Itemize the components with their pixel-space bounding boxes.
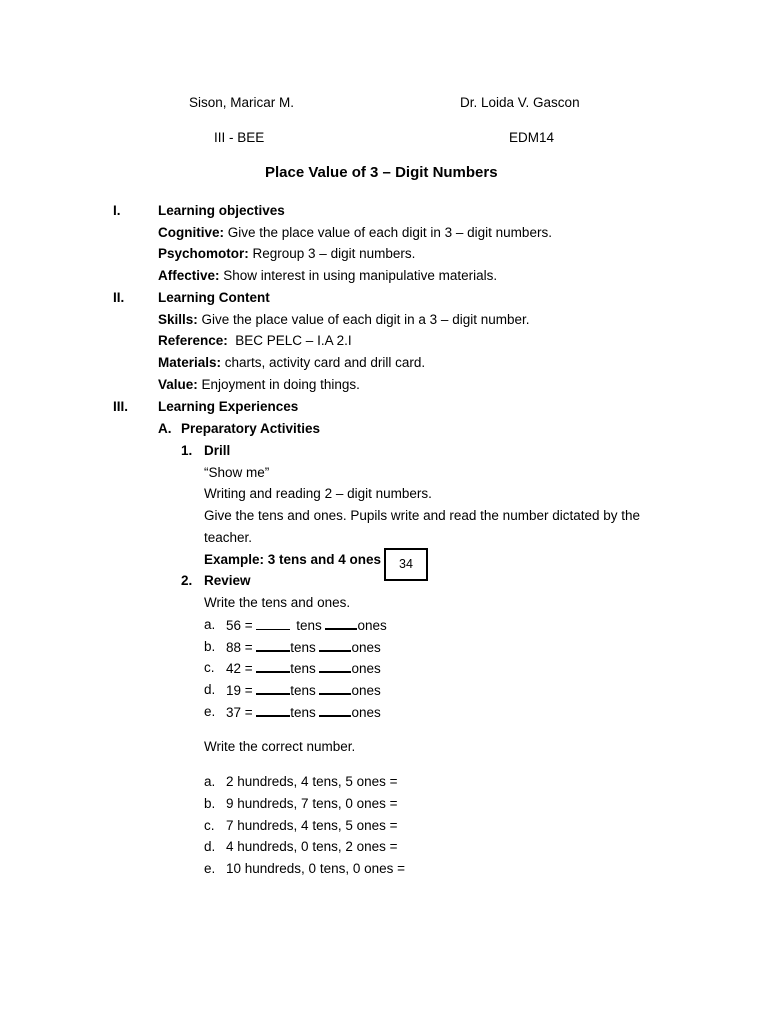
ones-blank[interactable] bbox=[319, 660, 351, 673]
example-answer-box: 34 bbox=[384, 548, 428, 581]
tens-blank[interactable] bbox=[256, 660, 290, 673]
review-item-a-letter: a. bbox=[204, 617, 216, 632]
ones-blank[interactable] bbox=[325, 617, 357, 630]
section-2-numeral: II. bbox=[113, 290, 125, 305]
reference-label: Reference: bbox=[158, 333, 228, 348]
value-label: Value: bbox=[158, 377, 198, 392]
review-number: 2. bbox=[181, 573, 193, 588]
review-item-e-letter: e. bbox=[204, 704, 216, 719]
section-1-heading: Learning objectives bbox=[158, 203, 285, 218]
materials-text: charts, activity card and drill card. bbox=[221, 355, 426, 370]
ones-blank[interactable] bbox=[319, 682, 351, 695]
cognitive-objective bbox=[158, 225, 552, 240]
item-number: 88 = bbox=[226, 640, 253, 655]
drill-example: Example: 3 tens and 4 ones bbox=[204, 552, 382, 567]
review-instruction-1: Write the tens and ones. bbox=[204, 595, 351, 610]
page-title: Place Value of 3 – Digit Numbers bbox=[265, 164, 498, 181]
section-3-numeral: III. bbox=[113, 399, 129, 414]
materials-line bbox=[158, 355, 425, 370]
review-item-a bbox=[226, 617, 387, 633]
review-item-b-letter: b. bbox=[204, 639, 216, 654]
psychomotor-text: Regroup 3 – digit numbers. bbox=[248, 246, 416, 261]
value-line bbox=[158, 377, 360, 392]
drill-heading: Drill bbox=[204, 443, 231, 458]
drill-line-1: “Show me” bbox=[204, 465, 270, 480]
tens-label: tens bbox=[290, 640, 316, 655]
reference-text: BEC PELC – I.A 2.I bbox=[227, 333, 352, 348]
ones-label: ones bbox=[351, 683, 381, 698]
psychomotor-label: Psychomotor: bbox=[158, 246, 249, 261]
year-section: III - BEE bbox=[214, 130, 265, 145]
number-item-a-letter: a. bbox=[204, 774, 216, 789]
reference-line bbox=[158, 333, 352, 348]
review-item-c-letter: c. bbox=[204, 660, 215, 675]
instructor-name: Dr. Loida V. Gascon bbox=[460, 95, 580, 110]
tens-blank[interactable] bbox=[256, 704, 290, 717]
item-number: 56 = bbox=[226, 618, 253, 633]
sub-a-letter: A. bbox=[158, 421, 172, 436]
affective-label: Affective: bbox=[158, 268, 220, 283]
tens-label: tens bbox=[290, 683, 316, 698]
drill-line-3: Give the tens and ones. Pupils write and read the number dictated by the bbox=[204, 508, 641, 523]
ones-blank[interactable] bbox=[319, 639, 351, 652]
number-item-b: 9 hundreds, 7 tens, 0 ones = bbox=[226, 796, 398, 811]
value-text: Enjoyment in doing things. bbox=[197, 377, 360, 392]
ones-label: ones bbox=[351, 640, 381, 655]
tens-blank[interactable] bbox=[256, 618, 290, 630]
affective-text: Show interest in using manipulative materials. bbox=[219, 268, 498, 283]
tens-label: tens bbox=[290, 661, 316, 676]
review-heading: Review bbox=[204, 573, 251, 588]
tens-label: tens bbox=[296, 618, 322, 633]
ones-label: ones bbox=[351, 705, 381, 720]
cognitive-label: Cognitive: bbox=[158, 225, 224, 240]
item-number: 19 = bbox=[226, 683, 253, 698]
number-item-d-letter: d. bbox=[204, 839, 216, 854]
review-item-e bbox=[226, 704, 381, 720]
number-item-a: 2 hundreds, 4 tens, 5 ones = bbox=[226, 774, 398, 789]
review-item-d-letter: d. bbox=[204, 682, 216, 697]
ones-blank[interactable] bbox=[319, 704, 351, 717]
review-item-b bbox=[226, 639, 381, 655]
section-1-numeral: I. bbox=[113, 203, 121, 218]
tens-blank[interactable] bbox=[256, 639, 290, 652]
affective-objective bbox=[158, 268, 497, 283]
number-item-d: 4 hundreds, 0 tens, 2 ones = bbox=[226, 839, 398, 854]
skills-label: Skills: bbox=[158, 312, 198, 327]
drill-line-2: Writing and reading 2 – digit numbers. bbox=[204, 486, 432, 501]
number-item-e: 10 hundreds, 0 tens, 0 ones = bbox=[226, 861, 406, 876]
item-number: 42 = bbox=[226, 661, 253, 676]
skills-text: Give the place value of each digit in a 3 – digit number. bbox=[197, 312, 530, 327]
number-item-b-letter: b. bbox=[204, 796, 216, 811]
psychomotor-objective bbox=[158, 246, 415, 261]
review-item-d bbox=[226, 682, 381, 698]
number-item-c-letter: c. bbox=[204, 818, 215, 833]
skills-line bbox=[158, 312, 530, 327]
drill-line-4: teacher. bbox=[204, 530, 253, 545]
sub-a-heading: Preparatory Activities bbox=[181, 421, 321, 436]
number-item-e-letter: e. bbox=[204, 861, 216, 876]
item-number: 37 = bbox=[226, 705, 253, 720]
drill-number: 1. bbox=[181, 443, 193, 458]
review-item-c bbox=[226, 660, 381, 676]
cognitive-text: Give the place value of each digit in 3 – digit numbers. bbox=[224, 225, 552, 240]
number-item-c: 7 hundreds, 4 tens, 5 ones = bbox=[226, 818, 398, 833]
section-3-heading: Learning Experiences bbox=[158, 399, 299, 414]
student-name: Sison, Maricar M. bbox=[189, 95, 295, 110]
review-instruction-2: Write the correct number. bbox=[204, 739, 356, 754]
section-2-heading: Learning Content bbox=[158, 290, 270, 305]
ones-label: ones bbox=[357, 618, 387, 633]
tens-blank[interactable] bbox=[256, 682, 290, 695]
ones-label: ones bbox=[351, 661, 381, 676]
tens-label: tens bbox=[290, 705, 316, 720]
course-code: EDM14 bbox=[509, 130, 555, 145]
materials-label: Materials: bbox=[158, 355, 222, 370]
